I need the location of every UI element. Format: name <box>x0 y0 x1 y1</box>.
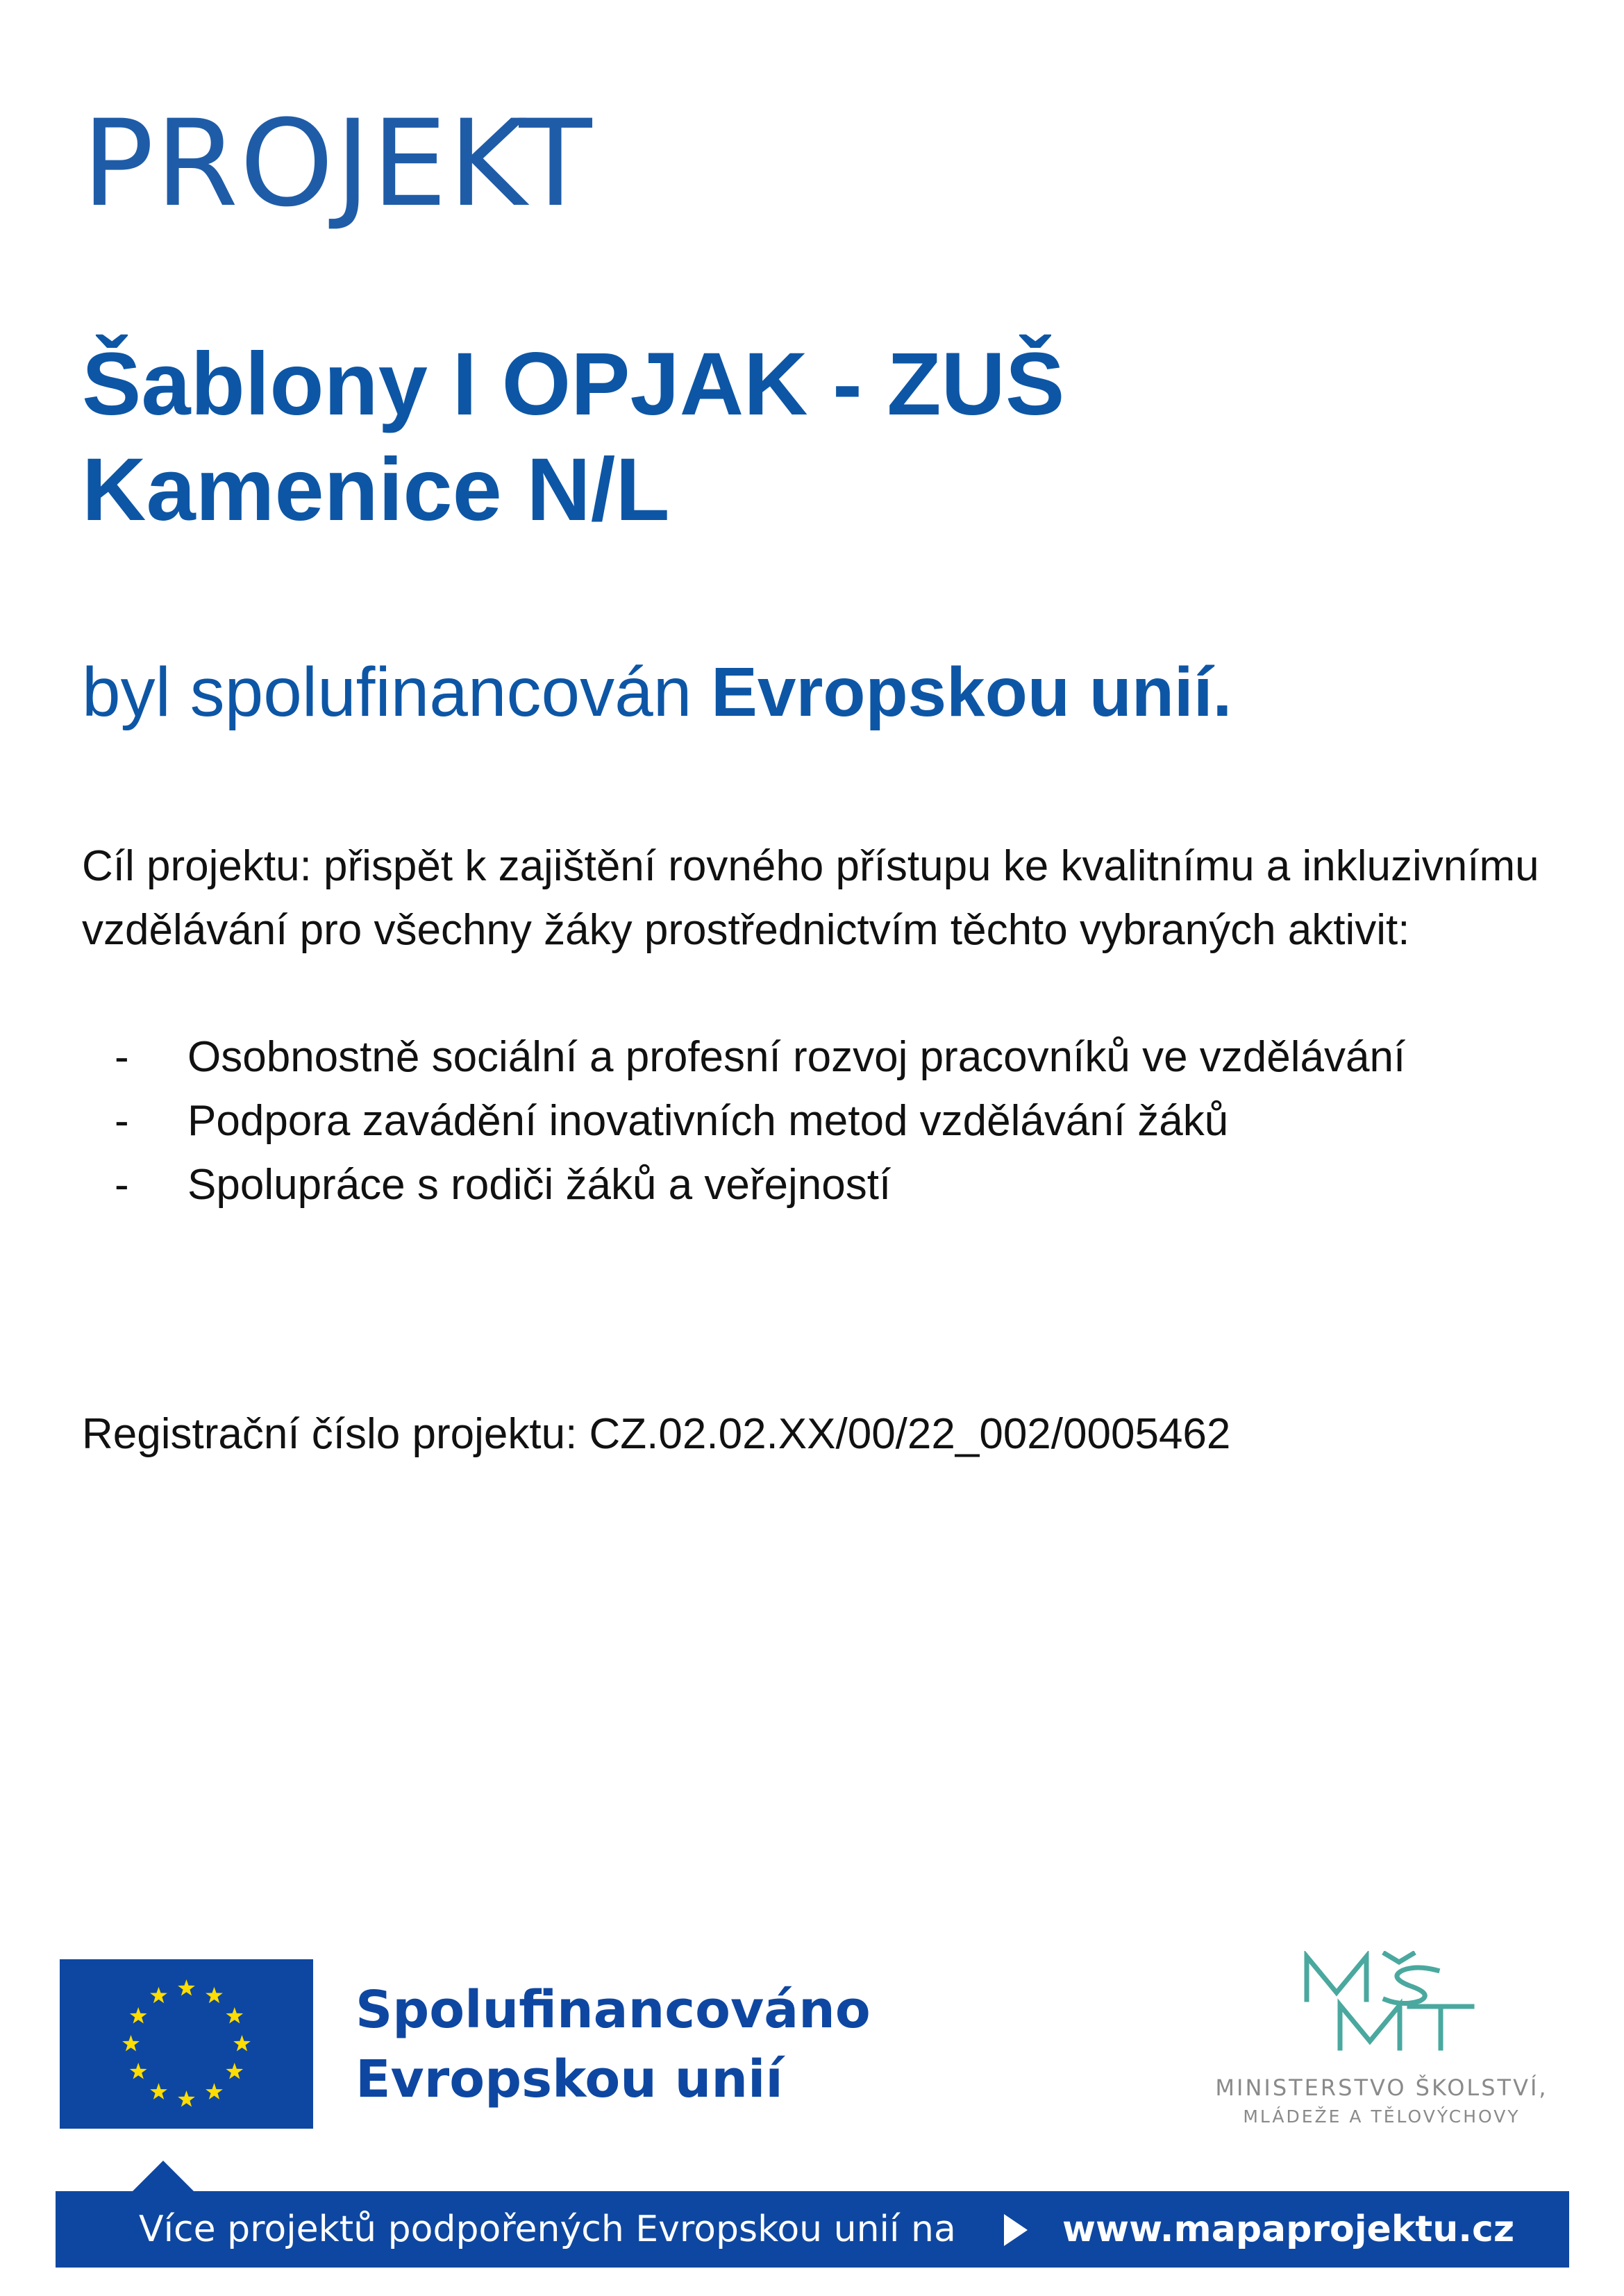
eu-flag-icon <box>60 1959 313 2129</box>
eu-flag-stars <box>60 1959 313 2129</box>
bullet-dash: - <box>115 1033 129 1081</box>
project-title-line-2: Kamenice N/L <box>82 440 670 539</box>
page-kicker: PROJEKT <box>82 94 594 233</box>
activity-list <box>115 1025 1573 1217</box>
activity-label: Podpora zavádění inovativních metod vzdělávání žáků <box>187 1097 1229 1145</box>
eu-cofunded-label <box>355 1975 871 2114</box>
eu-cofunded-line-1: Spolufinancováno <box>355 1980 871 2040</box>
funding-statement-bold: Evropskou unií. <box>711 653 1232 731</box>
msmt-monogram-icon <box>1298 1951 1479 2055</box>
msmt-name: MINISTERSTVO ŠKOLSTVÍ, <box>1215 2075 1548 2101</box>
list-item <box>115 1153 1573 1217</box>
list-item <box>115 1089 1573 1153</box>
list-item <box>115 1025 1573 1089</box>
msmt-logo <box>1187 1951 1576 2131</box>
banner-text: Více projektů podpořených Evropskou unií na <box>139 2209 956 2250</box>
eu-cofunded-line-2: Evropskou unií <box>355 2050 783 2109</box>
funding-statement <box>82 653 1232 732</box>
mapaprojektu-link[interactable]: www.mapaprojektu.cz <box>1062 2209 1515 2250</box>
msmt-subtitle: MLÁDEŽE A TĚLOVÝCHOVY <box>1243 2106 1521 2127</box>
more-projects-banner[interactable] <box>56 2191 1569 2268</box>
project-title <box>82 332 1540 543</box>
registration-number: Registrační číslo projektu: CZ.02.02.XX/00/22_002/0005462 <box>82 1410 1231 1458</box>
project-title-line-1: Šablony I OPJAK - ZUŠ <box>82 335 1065 434</box>
funding-statement-regular: byl spolufinancován <box>82 653 712 731</box>
bullet-dash: - <box>115 1097 129 1145</box>
activity-label: Spolupráce s rodiči žáků a veřejností <box>187 1161 891 1209</box>
play-arrow-icon <box>1004 2214 1028 2246</box>
banner-notch <box>132 2161 194 2192</box>
project-goal: Cíl projektu: přispět k zajištění rovného přístupu ke kvalitnímu a inkluzivnímu vzdělávání pro všechny žáky prostřednictvím těchto vybraných aktivit: <box>82 842 1539 954</box>
bullet-dash: - <box>115 1161 129 1209</box>
activity-label: Osobnostně sociální a profesní rozvoj pracovníků ve vzdělávání <box>187 1033 1406 1081</box>
